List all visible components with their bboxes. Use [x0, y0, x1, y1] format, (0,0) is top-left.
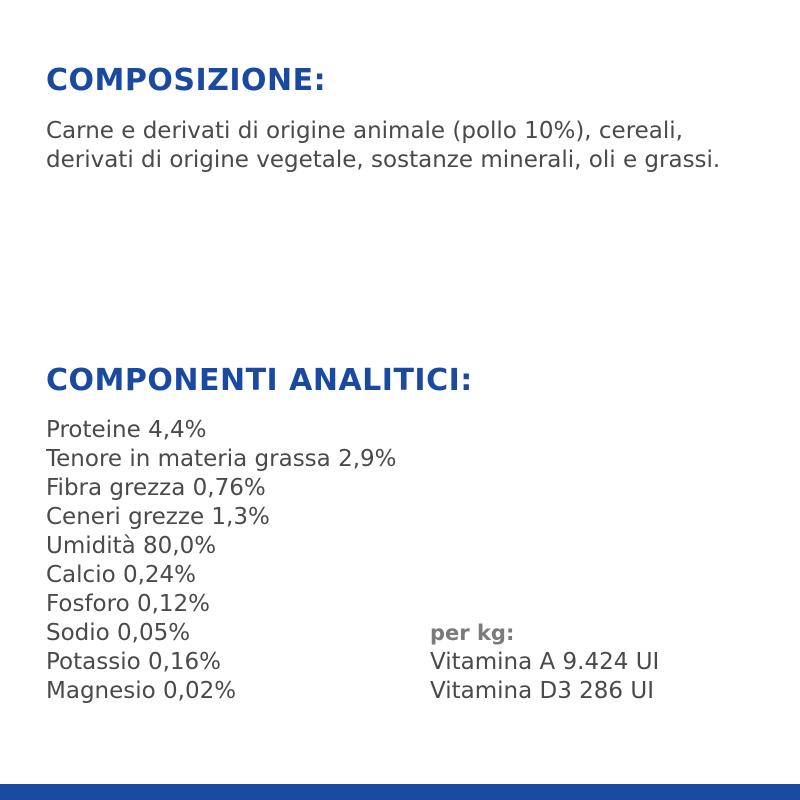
analysis-item-fosforo: Fosforo 0,12%: [46, 591, 211, 617]
composition-text: Carne e derivati di origine animale (pollo 10%), cereali, derivati di origine vegetale, sostanze minerali, oli e grassi.: [46, 118, 721, 173]
analysis-item-fibra: Fibra grezza 0,76%: [46, 475, 266, 501]
analysis-item-magnesio: Magnesio 0,02%: [46, 678, 237, 704]
analysis-item-potassio: Potassio 0,16%: [46, 649, 222, 675]
bottom-bar: [0, 784, 800, 800]
analysis-item-ceneri: Ceneri grezze 1,3%: [46, 504, 270, 530]
analysis-heading: COMPONENTI ANALITICI:: [46, 363, 473, 398]
analysis-item-grassi: Tenore in materia grassa 2,9%: [46, 446, 397, 472]
per-kg-label: per kg:: [430, 621, 515, 645]
per-kg-section: [430, 619, 659, 706]
per-kg-list: [430, 648, 659, 706]
vitamin-a-item: Vitamina A 9.424 UI: [430, 649, 660, 675]
analysis-list: [46, 416, 397, 706]
analysis-item-umidita: Umidità 80,0%: [46, 533, 217, 559]
analysis-item-sodio: Sodio 0,05%: [46, 620, 191, 646]
analysis-item-proteine: Proteine 4,4%: [46, 417, 207, 443]
analysis-item-calcio: Calcio 0,24%: [46, 562, 197, 588]
vitamin-d3-item: Vitamina D3 286 UI: [430, 678, 654, 704]
composition-heading: COMPOSIZIONE:: [46, 63, 327, 98]
